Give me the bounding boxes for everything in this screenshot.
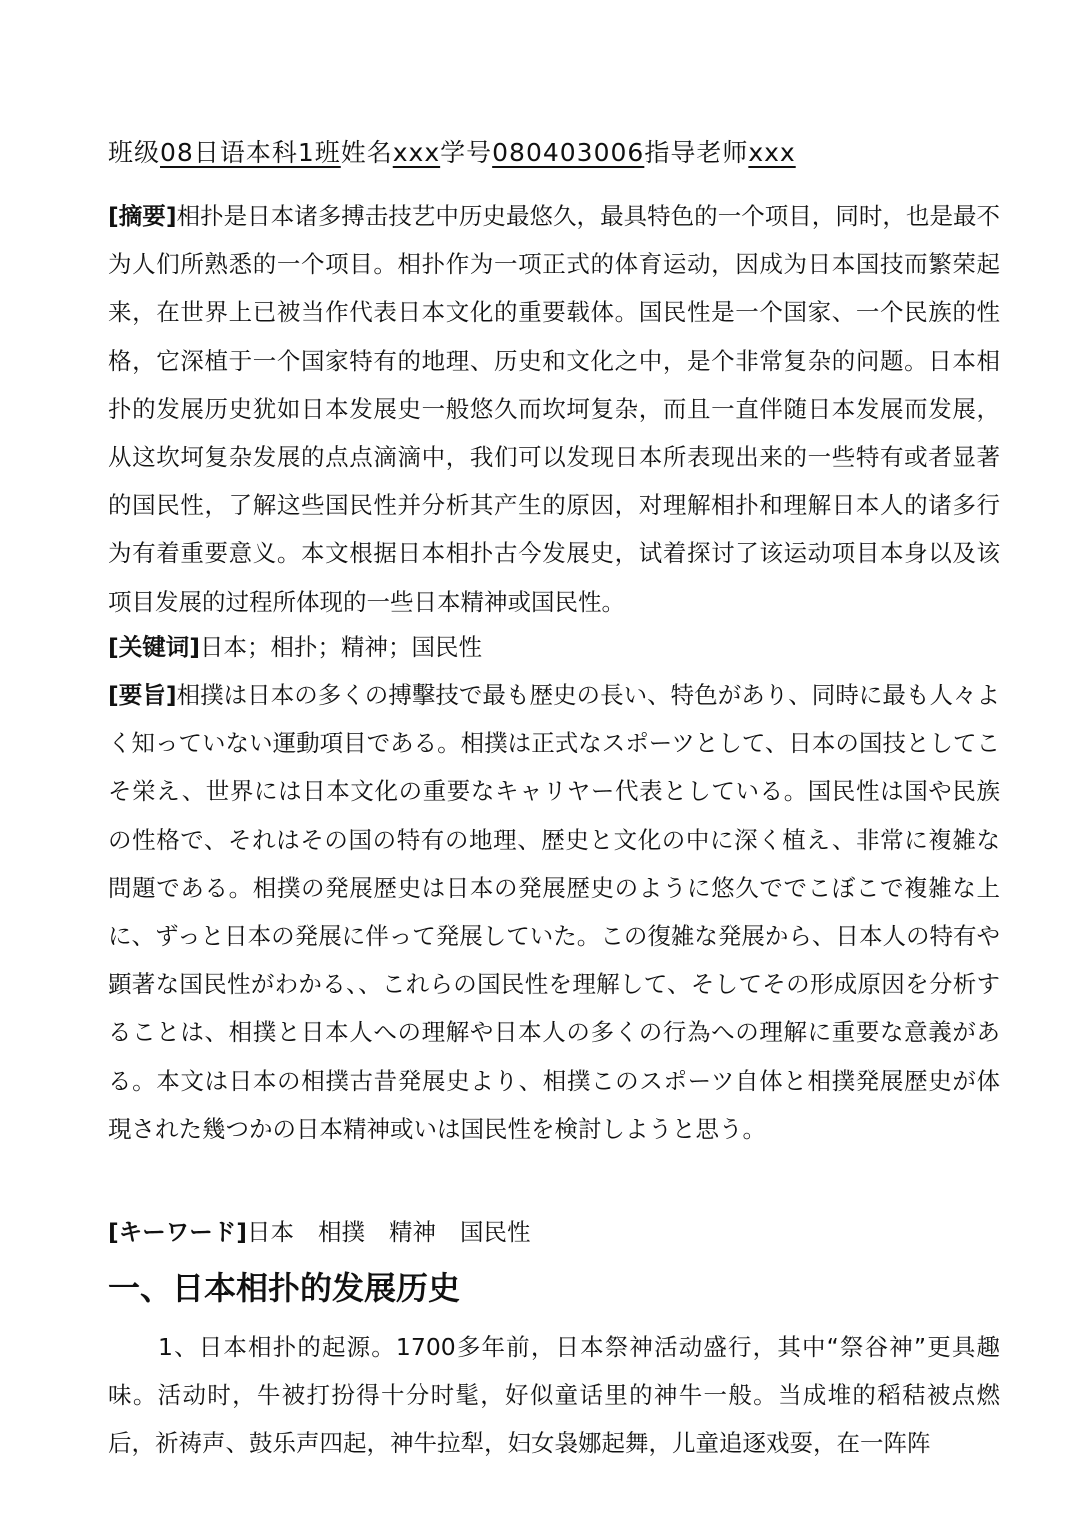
youshi-label: [要旨] [108,681,177,709]
keywords-label: [关键词] [108,633,200,661]
keywords-jp-paragraph [108,1208,1000,1256]
name-value: xxx [392,138,441,167]
keyword-jp-item: 日本 [246,1218,294,1246]
youshi-paragraph [108,671,1000,1153]
keywords-text: 日本；相扑；精神；国民性 [199,633,482,661]
body-paragraph: 1、日本相扑的起源。1700多年前，日本祭神活动盛行，其中“祭谷神”更具趣味。活动时，牛被打扮得十分时髦，好似童话里的神牛一般。当成堆的稻秸被点燃后，祈祷声、鼓乐声四起，神牛拉犁，妇女袅娜起舞，儿童追逐戏耍，在一阵阵 [108,1333,1000,1457]
keywords-paragraph [108,623,1000,671]
keyword-jp-item: 精神 [388,1218,436,1246]
student-id-value: 080403006 [492,138,645,167]
abstract-text: 相扑是日本诸多搏击技艺中历史最悠久，最具特色的一个项目，同时，也是最不为人们所熟悉的一个项目。相扑作为一项正式的体育运动，因成为日本国技而繁荣起来，在世界上已被当作代表日本文化的重要载体。国民性是一个国家、一个民族的性格，它深植于一个国家特有的地理、历史和文化之中，是个非常复杂的问题。日本相扑的发展历史犹如日本发展史一般悠久而坎坷复杂，而且一直伴随日本发展而发展，从这坎坷复杂发展的点点滴滴中，我们可以发现日本所表现出来的一些特有或者显著的国民性，了解这些国民性并分析其产生的原因，对理解相扑和理解日本人的诸多行为有着重要意义。本文根据日本相扑古今发展史，试着探讨了该运动项目本身以及该项目发展的过程所体现的一些日本精神或国民性。 [108,202,1000,616]
class-value: 08日语本科1班 [160,138,341,167]
class-label: 班级 [108,138,161,167]
student-id-label: 学号 [440,138,493,167]
keyword-jp-item: 相撲 [317,1218,365,1246]
keywords-jp-label: [キーワード] [108,1218,247,1246]
abstract-paragraph [108,192,1000,626]
section-heading: 一、日本相扑的发展历史 [108,1269,461,1307]
teacher-value: xxx [748,138,796,167]
student-info-line [108,133,1017,173]
name-label: 姓名 [340,138,393,167]
abstract-label: [摘要] [108,202,177,230]
keyword-jp-item: 国民性 [459,1218,531,1246]
youshi-text: 相撲は日本の多くの搏擊技で最も歴史の長い、特色があり、同時に最も人々よく知っていない運動項目である。相撲は正式なスポーツとして、日本の国技としてこそ栄え、世界には日本文化の重要なキャリヤー代表としている。国民性は国や民族の性格で、それはその国の特有の地理、歴史と文化の中に深く植え、非常に複雑な問題である。相撲の発展歴史は日本の発展歴史のように悠久ででこぼこで複雑な上に、ずっと日本の発展に伴って発展していた。この復雑な発展から、日本人の特有や顕著な国民性がわかる、、これらの国民性を理解して、そしてその形成原因を分析することは、相撲と日本人への理解や日本人の多くの行為への理解に重要な意義がある。本文は日本の相撲古昔発展史より、相撲このスポーツ自体と相撲発展歴史が体現された幾つかの日本精神或いは国民性を検討しようと思う。 [108,681,1000,1143]
teacher-label: 指导老师 [644,138,749,167]
